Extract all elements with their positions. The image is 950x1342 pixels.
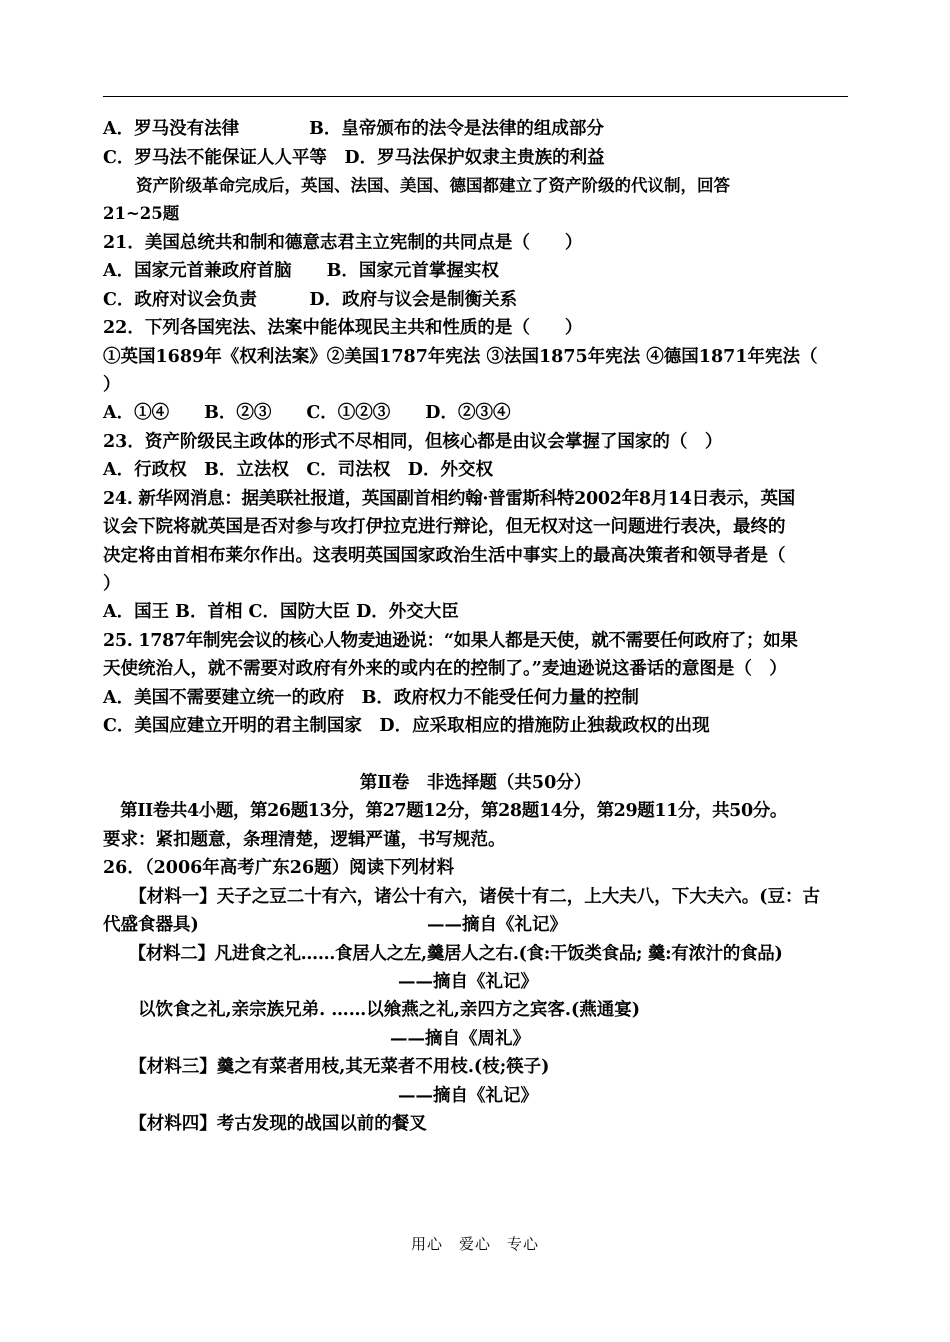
part2-instructions: 第II卷共4小题，第26题13分，第27题12分，第28题14分，第29题11分，共50分。	[103, 801, 787, 821]
part2-requirements: 要求：紧扣题意，条理清楚，逻辑严谨，书写规范。	[103, 830, 506, 850]
q24-stem-2: 议会下院将就英国是否对参与攻打伊拉克进行辩论，但无权对这一问题进行表决，最终的	[103, 517, 786, 537]
q25-options-cd: C．美国应建立开明的君主制国家 D．应采取相应的措施防止独裁政权的出现	[103, 716, 710, 736]
material-4: 【材料四】考古发现的战国以前的餐叉	[103, 1114, 427, 1134]
q20-options-ab: A．罗马没有法律 B．皇帝颁布的法令是法律的组成部分	[103, 119, 604, 139]
page-footer: 用心 爱心 专心	[410, 1235, 539, 1253]
q23-stem: 23．资产阶级民主政体的形式不尽相同，但核心都是由议会掌握了国家的（ ）	[103, 432, 723, 452]
material-1-source: ——摘自《礼记》	[427, 915, 567, 935]
q21-options-ab: A．国家元首兼政府首脑 B．国家元首掌握实权	[103, 261, 499, 281]
q21-options-cd: C．政府对议会负责 D．政府与议会是制衡关系	[103, 290, 518, 310]
material-1: 【材料一】天子之豆二十有六，诸公十有六，诸侯十有二，上大夫八，下大夫六。(豆：古	[103, 887, 821, 907]
material-2-extra-source: ——摘自《周礼》	[390, 1029, 530, 1049]
material-1-cont	[103, 913, 848, 937]
material-2: 【材料二】凡进食之礼……食居人之左,羹居人之右.(食:干饭类食品; 羹:有浓汁的食品)	[103, 944, 783, 964]
q25-stem-2: 天使统治人，就不需要对政府有外来的或内在的控制了。”麦迪逊说这番话的意图是（ ）	[103, 659, 787, 679]
section-intro-cont: 21~25题	[103, 204, 180, 223]
q26-stem: 26．（2006年高考广东26题）阅读下列材料	[103, 858, 455, 878]
q21-stem: 21．美国总统共和制和德意志君主立宪制的共同点是（ ）	[103, 233, 583, 253]
section-intro: 资产阶级革命完成后，英国、法国、美国、德国都建立了资产阶级的代议制，回答	[103, 176, 730, 195]
part2-title: 第Ⅱ卷 非选择题（共50分）	[359, 773, 592, 793]
q24-stem-3: 决定将由首相布莱尔作出。这表明英国国家政治生活中事实上的最高决策者和领导者是（	[103, 546, 786, 566]
material-3-source: ——摘自《礼记》	[398, 1086, 538, 1106]
q22-items: ①英国1689年《权利法案》②美国1787年宪法 ③法国1875年宪法 ④德国1871年宪法（	[103, 347, 818, 367]
header-rule	[103, 96, 848, 97]
q25-stem-1: 25. 1787年制宪会议的核心人物麦迪逊说：“如果人都是天使，就不需要任何政府了；如果	[103, 631, 798, 651]
q23-options: A．行政权 B．立法权 C．司法权 D．外交权	[103, 460, 493, 480]
q24-stem-4: ）	[103, 574, 121, 594]
material-3: 【材料三】羹之有菜者用枝,其无菜者不用枝.(枝;筷子)	[103, 1057, 550, 1077]
q22-stem: 22．下列各国宪法、法案中能体现民主共和性质的是（ ）	[103, 318, 583, 338]
q20-options-cd: C．罗马法不能保证人人平等 D．罗马法保护奴隶主贵族的利益	[103, 148, 605, 168]
material-1-note: 代盛食器具)	[103, 915, 199, 935]
q22-options: A．①④ B．②③ C．①②③ D．②③④	[103, 403, 511, 423]
q24-stem-1: 24. 新华网消息：据美联社报道，英国副首相约翰·普雷斯科特2002年8月14日表示，英国	[103, 489, 795, 509]
material-2-extra: 以饮食之礼,亲宗族兄弟. ……以飨燕之礼,亲四方之宾客.(燕通宴)	[103, 1000, 641, 1020]
q24-options: A．国王 B．首相 C．国防大臣 D．外交大臣	[103, 602, 459, 622]
q25-options-ab: A．美国不需要建立统一的政府 B．政府权力不能受任何力量的控制	[103, 688, 639, 708]
material-2-source: ——摘自《礼记》	[398, 972, 538, 992]
q22-items-cont: ）	[103, 375, 121, 395]
